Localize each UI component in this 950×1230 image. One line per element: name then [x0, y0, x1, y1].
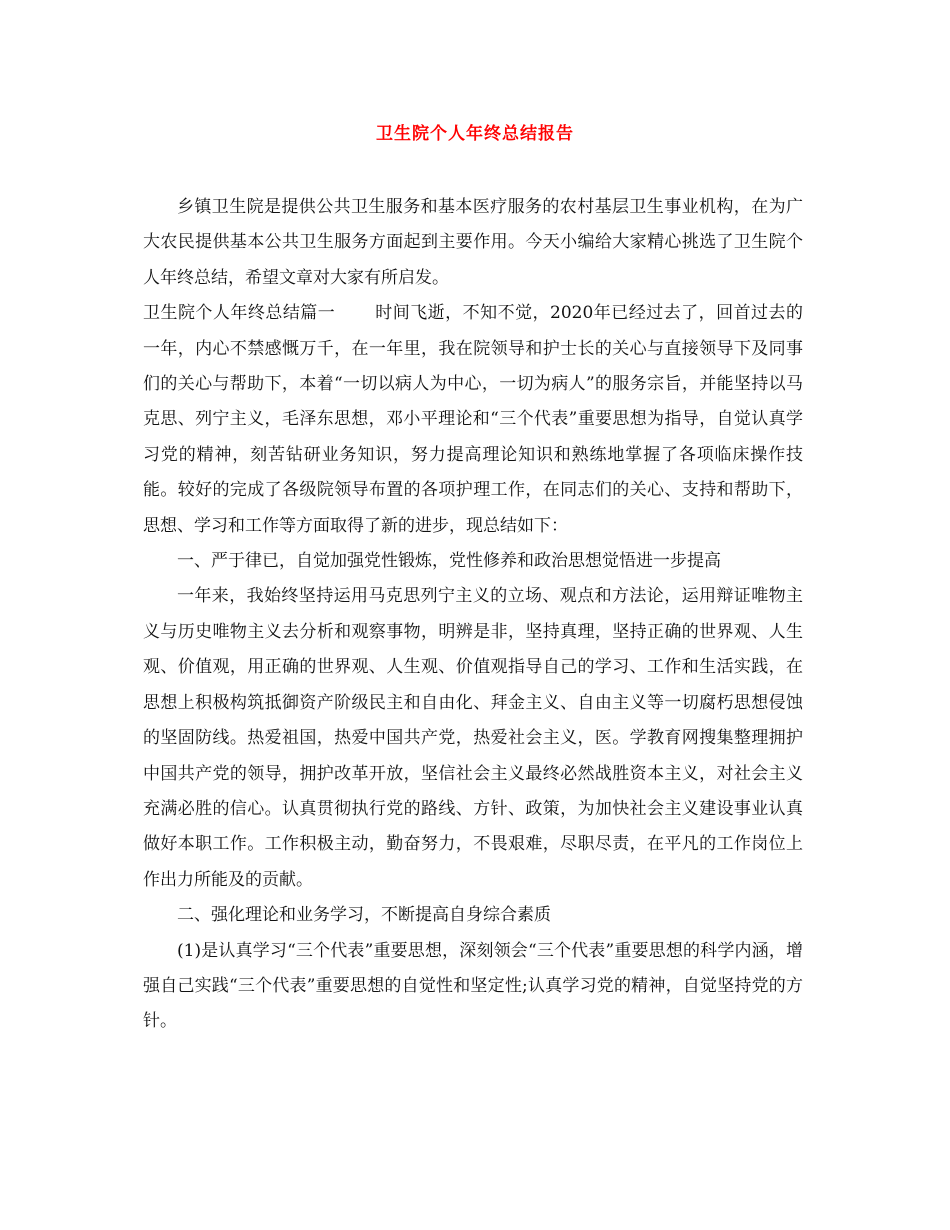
- paragraph-2: (1)是认真学习“三个代表”重要思想，深刻领会“三个代表”重要思想的科学内涵，增强自己实践“三个代表”重要思想的自觉性和坚定性;认真学习党的精神，自觉坚持党的方针。: [143, 940, 803, 1032]
- document-body: [143, 190, 803, 1040]
- section-paragraph: [143, 296, 803, 544]
- section-heading: 卫生院个人年终总结篇一: [143, 303, 336, 324]
- section-body: 时间飞逝，不知不觉，2020年已经过去了，回首过去的一年，内心不禁感慨万千，在一年里，我在院领导和护士长的关心与直接领导下及同事们的关心与帮助下，本着“一切以病人为中心，一切为病人”的服务宗旨，并能坚持以马克思、列宁主义，毛泽东思想，邓小平理论和“三个代表”重要思想为指导，自觉认真学习党的精神，刻苦钻研业务知识，努力提高理论知识和熟练地掌握了各项临床操作技能。较好的完成了各级院领导布置的各项护理工作，在同志们的关心、支持和帮助下，思想、学习和工作等方面取得了新的进步，现总结如下：: [143, 303, 804, 536]
- intro-paragraph: 乡镇卫生院是提供公共卫生服务和基本医疗服务的农村基层卫生事业机构，在为广大农民提供基本公共卫生服务方面起到主要作用。今天小编给大家精心挑选了卫生院个人年终总结，希望文章对大家有所启发。: [143, 197, 803, 288]
- paragraph-1: 一年来，我始终坚持运用马克思列宁主义的立场、观点和方法论，运用辩证唯物主义与历史唯物主义去分析和观察事物，明辨是非，坚持真理，坚持正确的世界观、人生观、价值观，用正确的世界观、人生观、价值观指导自己的学习、工作和生活实践，在思想上积极构筑抵御资产阶级民主和自由化、拜金主义、自由主义等一切腐朽思想侵蚀的坚固防线。热爱祖国，热爱中国共产党，热爱社会主义，医。学教育网搜集整理拥护中国共产党的领导，拥护改革开放，坚信社会主义最终必然战胜资本主义，对社会主义充满必胜的信心。认真贯彻执行党的路线、方针、政策，为加快社会主义建设事业认真做好本职工作。工作积极主动，勤奋努力，不畏艰难，尽职尽责，在平凡的工作岗位上作出力所能及的贡献。: [143, 586, 803, 890]
- heading-1: 一、严于律已，自觉加强党性锻炼，党性修养和政治思想觉悟进一步提高: [177, 551, 721, 572]
- heading-2: 二、强化理论和业务学习，不断提高自身综合素质: [177, 905, 551, 926]
- document-title: 卫生院个人年终总结报告: [376, 124, 574, 144]
